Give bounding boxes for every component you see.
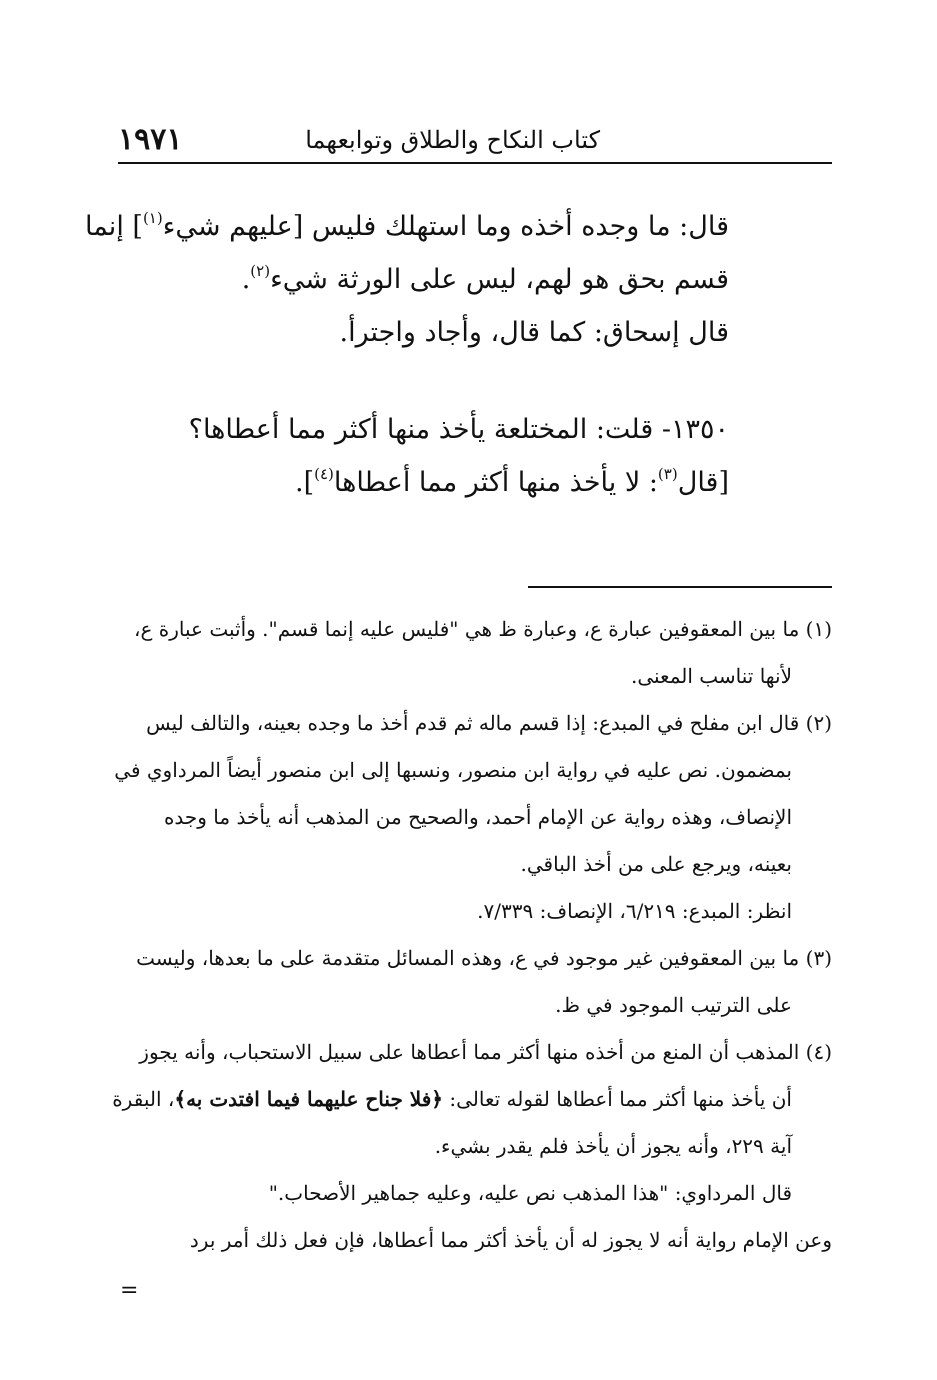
main-line: قسم بحق هو لهم، ليس على الورثة شيء$^{(٢)}$. [241,262,729,295]
main-line: قال إسحاق: كما قال، وأجاد واجترأ. [339,317,729,348]
footnote-separator [528,586,832,588]
footnote-4: (٤) المذهب أن المنع من أخذه منها أكثر مما أعطاها على سبيل الاستحباب، وأنه يجوز أن يأخذ منها أكثر مما أعطاها لقوله تعالى: ﴿فلا جناح عليهما فيما افتدت به﴾، البقرة آية ٢٢٩، وأنه يجوز أن يأخذ فلم يقدر بشيء. قال المرداوي: "هذا المذهب نص عليه، وعليه جماهير الأصحاب." وعن الإمام رواية أنه لا يجوز له أن يأخذ أكثر مما أعطاها، فإن فعل ذلك أمر برد [112,1040,832,1252]
main-line: قال: ما وجده أخذه وما استهلك فليس [عليهم شيء$^{(١)}$] إنما [84,209,729,242]
continuation-mark: = [120,1278,139,1303]
footnote-1: (١) ما بين المعقوفين عبارة ع، وعبارة ظ هي "فليس عليه إنما قسم". وأثبت عبارة ع، لأنها تناسب المعنى. [134,617,832,688]
running-header [118,118,832,164]
quran-quote: ﴿فلا جناح عليهما فيما افتدت به﴾ [174,1087,443,1111]
main-text [84,200,729,509]
footnote-2: (٢) قال ابن مفلح في المبدع: إذا قسم ماله ثم قدم أخذ ما وجده بعينه، والتالف ليس بمضمون. نص عليه في رواية ابن منصور، ونسبها إلى ابن منصور أيضاً المرداوي في الإنصاف، وهذه رواية عن الإمام أحمد، والصحيح من المذهب أنه يأخذ ما وجده بعينه، ويرجع على من أخذ الباقي. انظر: المبدع: ٦/٢١٩، الإنصاف: ٧/٣٣٩. [114,711,832,923]
footnote-ref: (١) [142,209,163,227]
running-title: كتاب النكاح والطلاق وتوابعهما [305,126,600,154]
footnote-ref: (٤) [314,465,334,483]
answer-line: [قال$^{(٣)}$: لا يأخذ منها أكثر مما أعطاها$^{(٤)}$]. [294,465,729,498]
footnote-3: (٣) ما بين المعقوفين غير موجود في ع، وهذه المسائل متقدمة على ما بعدها، وليست على الترتيب الموجود في ظ. [136,946,832,1017]
footnote-ref: (٣) [657,465,678,483]
question-line: ١٣٥٠- قلت: المختلعة يأخذ منها أكثر مما أعطاها؟ [188,414,729,445]
footnote-ref: (٢) [250,262,271,280]
footnotes [112,606,832,1264]
page-number: ١٩٧١ [118,122,183,157]
